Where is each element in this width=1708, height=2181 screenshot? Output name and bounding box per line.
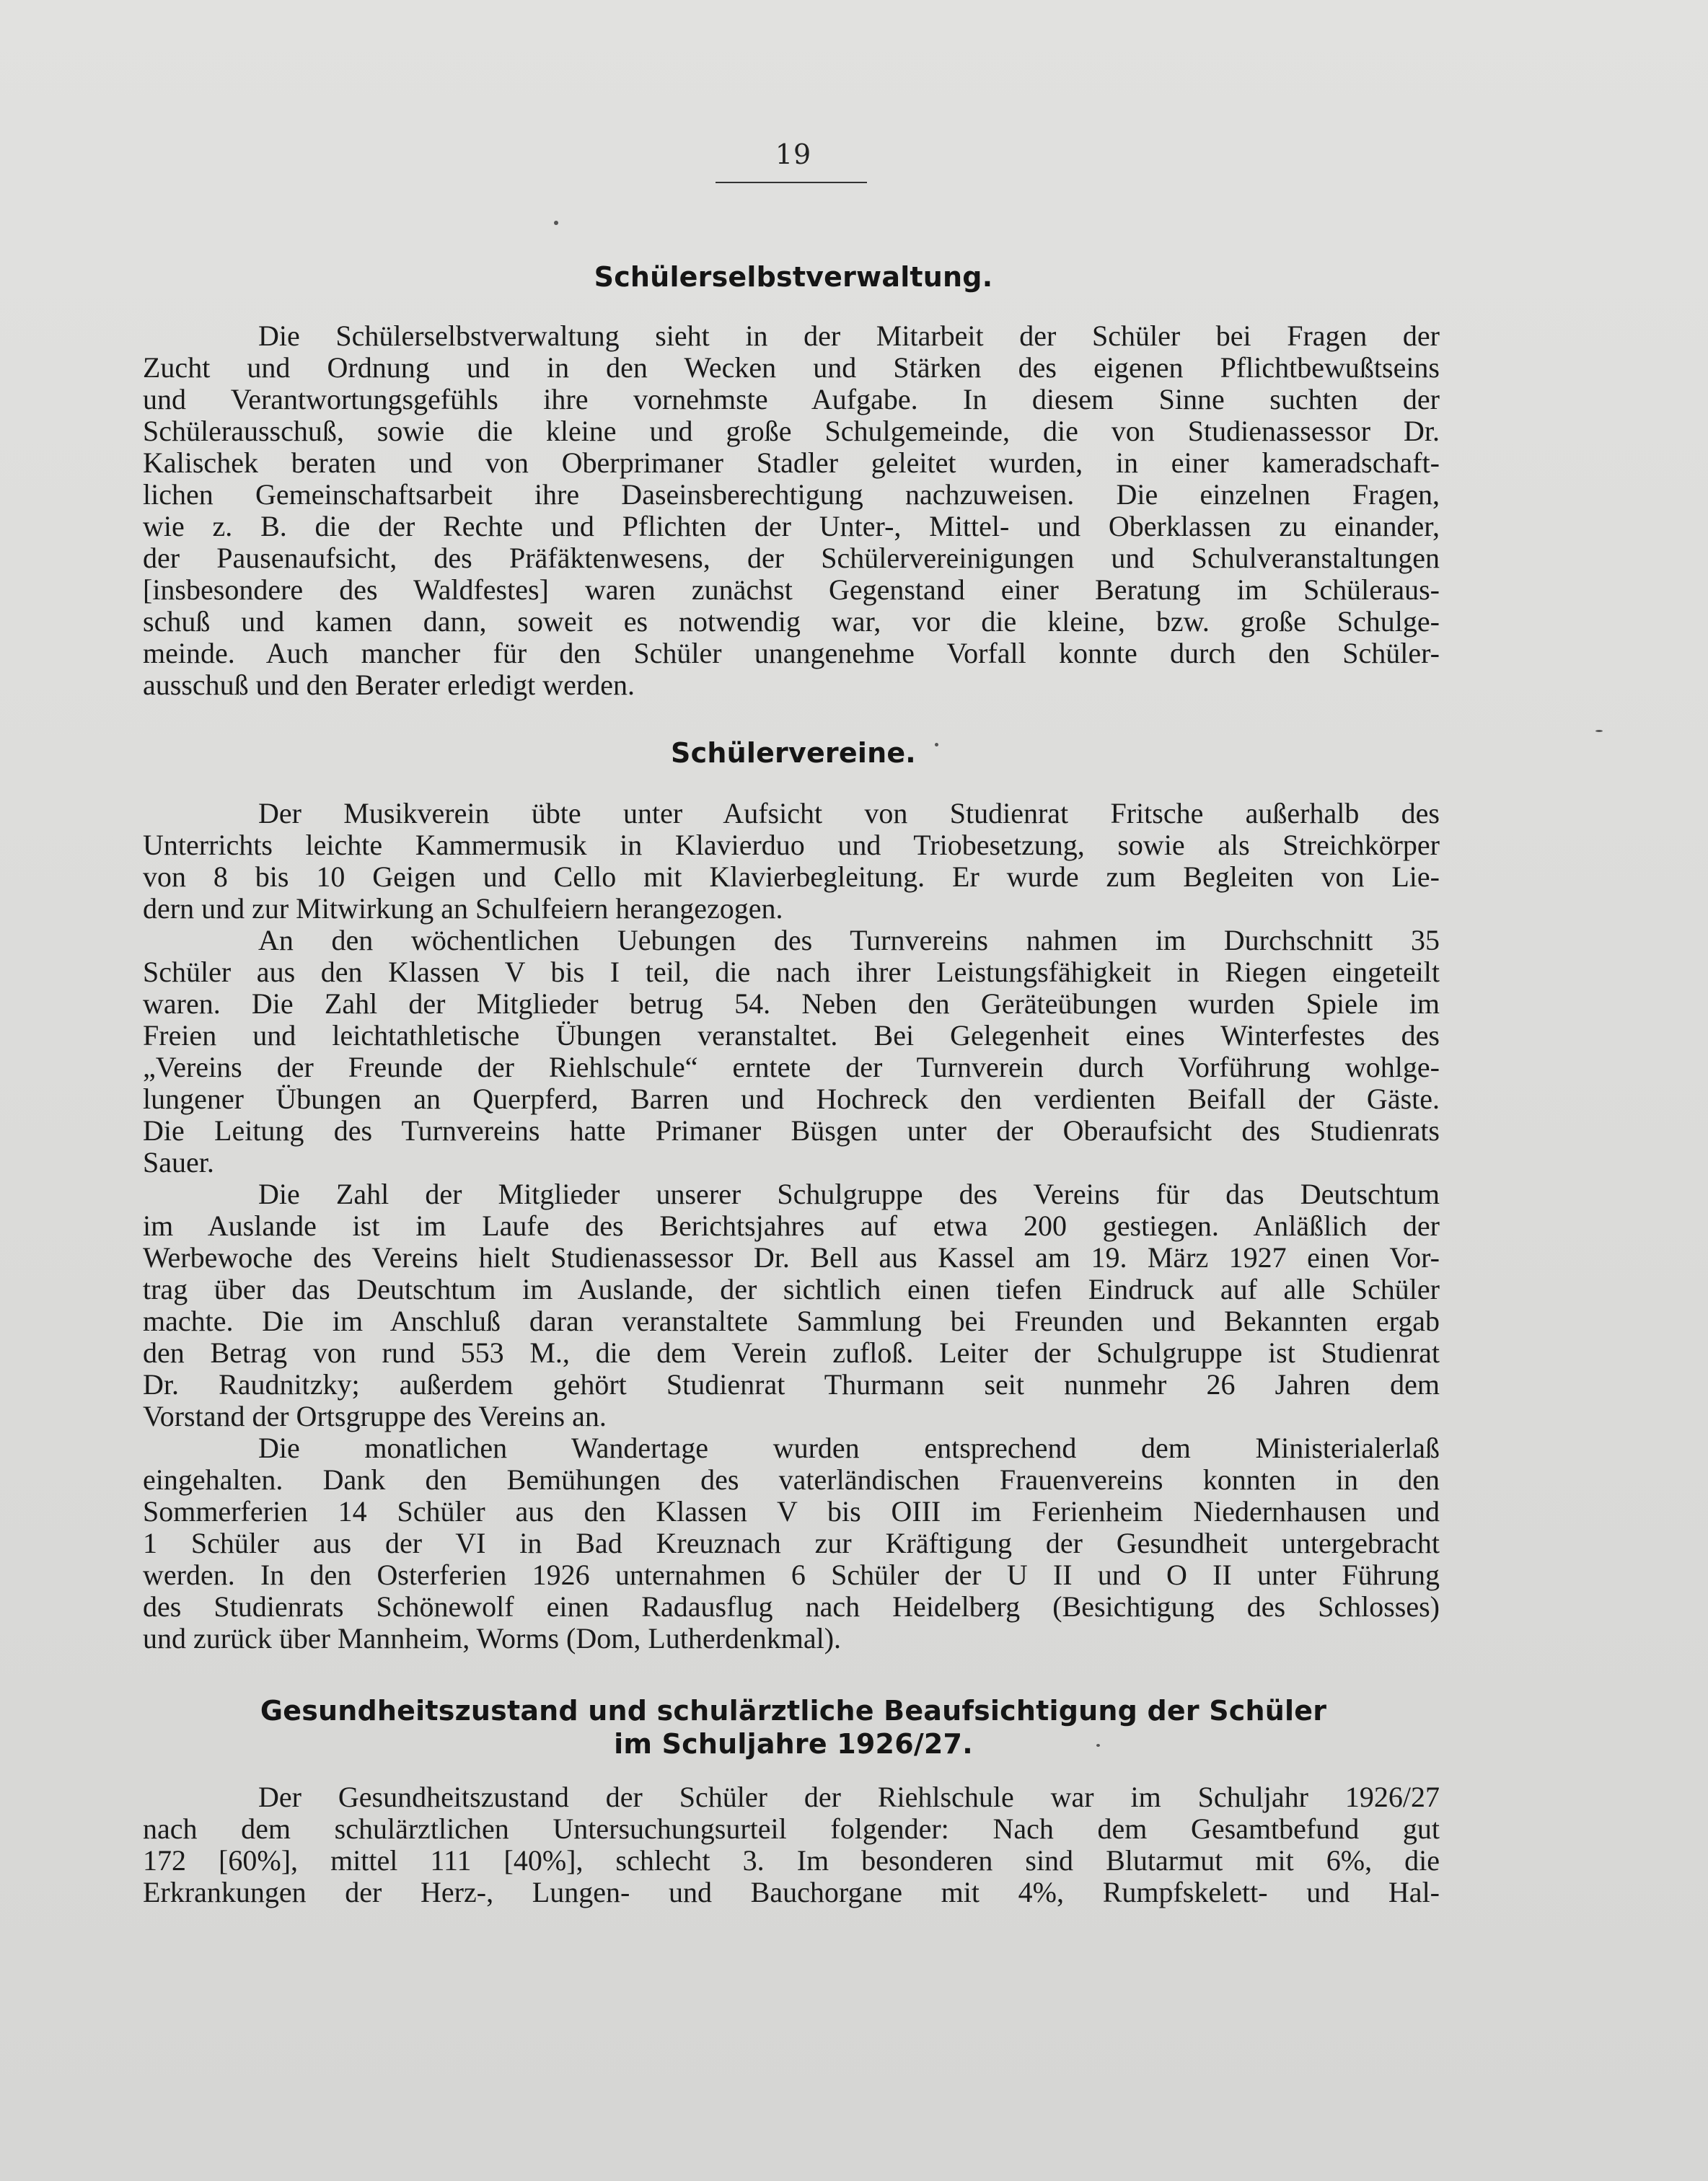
heading-gesundheitszustand: Gesundheitszustand und schulärztliche Beaufsichtigung der Schüler	[260, 1695, 1327, 1727]
page-number: 19	[775, 138, 812, 170]
scan-speck	[1595, 730, 1603, 732]
text-line: Werbewoche des Vereins hielt Studienassessor Dr. Bell aus Kassel am 19. März 1927 einen Vor-	[143, 1242, 1440, 1274]
text-line: trag über das Deutschtum im Auslande, der sichtlich einen tiefen Eindruck auf alle Schüler	[143, 1274, 1440, 1305]
text-line: Schüler aus den Klassen V bis I teil, die nach ihrer Leistungsfähigkeit in Riegen eingeteilt	[143, 956, 1440, 988]
text-line: lungener Übungen an Querpferd, Barren und Hochreck den verdienten Beifall der Gäste.	[143, 1083, 1440, 1115]
text-line: Dr. Raudnitzky; außerdem gehört Studienrat Thurmann seit nunmehr 26 Jahren dem	[143, 1369, 1440, 1401]
paragraph-gesundheitszustand	[143, 1781, 1440, 1908]
text-line: den Betrag von rund 553 M., die dem Verein zufloß. Leiter der Schulgruppe ist Studienrat	[143, 1337, 1440, 1369]
text-line: werden. In den Osterferien 1926 unternahmen 6 Schüler der U II und O II unter Führung	[143, 1559, 1440, 1591]
page-number-rule	[716, 182, 867, 183]
text-line: schuß und kamen dann, soweit es notwendig war, vor die kleine, bzw. große Schulge-	[143, 606, 1440, 638]
text-line: im Auslande ist im Laufe des Berichtsjahres auf etwa 200 gestiegen. Anläßlich der	[143, 1210, 1440, 1242]
text-line: der Pausenaufsicht, des Präfäktenwesens, der Schülervereinigungen und Schulveranstaltungen	[143, 542, 1440, 574]
text-line: waren. Die Zahl der Mitglieder betrug 54. Neben den Geräteübungen wurden Spiele im	[143, 988, 1440, 1020]
text-line: Sauer.	[143, 1147, 214, 1178]
text-line: Sommerferien 14 Schüler aus den Klassen V bis OIII im Ferienheim Niedernhausen und	[143, 1496, 1440, 1528]
text-line: wie z. B. die der Rechte und Pflichten der Unter-, Mittel- und Oberklassen zu einander,	[143, 511, 1440, 542]
text-line: Die Schülerselbstverwaltung sieht in der Mitarbeit der Schüler bei Fragen der	[258, 320, 1440, 352]
heading-schuelerselbstverwaltung: Schülerselbstverwaltung.	[594, 261, 993, 293]
text-line: Der Musikverein übte unter Aufsicht von Studienrat Fritsche außerhalb des	[258, 798, 1440, 829]
text-line: Die Leitung des Turnvereins hatte Primaner Büsgen unter der Oberaufsicht des Studienrats	[143, 1115, 1440, 1147]
text-line: von 8 bis 10 Geigen und Cello mit Klavierbegleitung. Er wurde zum Begleiten von Lie-	[143, 861, 1440, 893]
text-line: lichen Gemeinschaftsarbeit ihre Daseinsberechtigung nachzuweisen. Die einzelnen Fragen,	[143, 479, 1440, 511]
scan-speck	[935, 743, 938, 746]
scan-speck	[554, 221, 558, 225]
text-line: [insbesondere des Waldfestes] waren zunächst Gegenstand einer Beratung im Schüleraus-	[143, 574, 1440, 606]
heading-gesundheitszustand-line2: im Schuljahre 1926/27.	[614, 1728, 973, 1760]
text-line: nach dem schulärztlichen Untersuchungsurteil folgender: Nach dem Gesamtbefund gut	[143, 1813, 1440, 1845]
text-line: Zucht und Ordnung und in den Wecken und Stärken des eigenen Pflichtbewußtseins	[143, 352, 1440, 384]
text-line: Die monatlichen Wandertage wurden entsprechend dem Ministerialerlaß	[258, 1432, 1440, 1464]
text-line: An den wöchentlichen Uebungen des Turnvereins nahmen im Durchschnitt 35	[258, 925, 1440, 956]
text-line: Unterrichts leichte Kammermusik in Klavierduo und Triobesetzung, sowie als Streichkörper	[143, 829, 1440, 861]
text-line: und Verantwortungsgefühls ihre vornehmste Aufgabe. In diesem Sinne suchten der	[143, 384, 1440, 415]
text-line: Erkrankungen der Herz-, Lungen- und Bauchorgane mit 4%, Rumpfskelett- und Hal-	[143, 1877, 1440, 1908]
text-line: „Vereins der Freunde der Riehlschule“ erntete der Turnverein durch Vorführung wohlge-	[143, 1052, 1440, 1083]
text-line: Der Gesundheitszustand der Schüler der Riehlschule war im Schuljahr 1926/27	[258, 1781, 1440, 1813]
text-line: Die Zahl der Mitglieder unserer Schulgruppe des Vereins für das Deutschtum	[258, 1178, 1440, 1210]
scan-speck	[1096, 1744, 1100, 1747]
text-line: Vorstand der Ortsgruppe des Vereins an.	[143, 1401, 607, 1432]
heading-schuelervereine: Schülervereine.	[671, 737, 916, 769]
text-line: 1 Schüler aus der VI in Bad Kreuznach zur Kräftigung der Gesundheit untergebracht	[143, 1528, 1440, 1559]
text-line: 172 [60%], mittel 111 [40%], schlecht 3. Im besonderen sind Blutarmut mit 6%, die	[143, 1845, 1440, 1877]
text-line: machte. Die im Anschluß daran veranstaltete Sammlung bei Freunden und Bekannten ergab	[143, 1305, 1440, 1337]
paragraph-schuelerselbstverwaltung	[143, 320, 1440, 701]
text-line: und zurück über Mannheim, Worms (Dom, Lutherdenkmal).	[143, 1623, 842, 1655]
text-line: Schülerausschuß, sowie die kleine und große Schulgemeinde, die von Studienassessor Dr.	[143, 415, 1440, 447]
text-line: meinde. Auch mancher für den Schüler unangenehme Vorfall konnte durch den Schüler-	[143, 638, 1440, 669]
text-line: des Studienrats Schönewolf einen Radausflug nach Heidelberg (Besichtigung des Schlosses)	[143, 1591, 1440, 1623]
paragraph-schuelervereine	[143, 798, 1440, 1655]
text-line: Freien und leichtathletische Übungen veranstaltet. Bei Gelegenheit eines Winterfestes des	[143, 1020, 1440, 1052]
text-line: dern und zur Mitwirkung an Schulfeiern herangezogen.	[143, 893, 783, 925]
text-line: Kalischek beraten und von Oberprimaner Stadler geleitet wurden, in einer kameradschaft-	[143, 447, 1440, 479]
text-line: ausschuß und den Berater erledigt werden.	[143, 669, 635, 701]
text-line: eingehalten. Dank den Bemühungen des vaterländischen Frauenvereins konnten in den	[143, 1464, 1440, 1496]
